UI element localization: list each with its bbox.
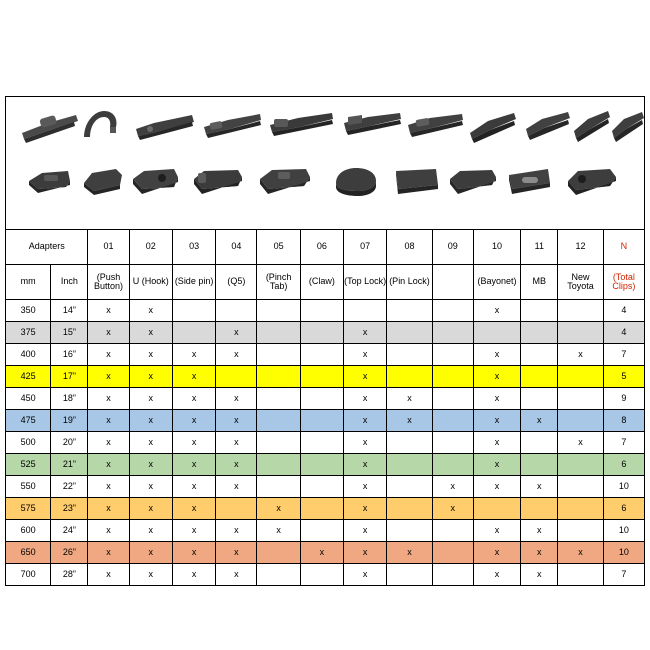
row-9-col-5: x (257, 498, 300, 520)
row-1-total-clips: 4 (603, 322, 644, 344)
row-1-col-3 (172, 322, 215, 344)
row-3-col-7: x (344, 366, 387, 388)
row-3-col-1: x (88, 366, 129, 388)
header-col-05-number: 05 (257, 230, 300, 265)
header-col-04-number: 04 (216, 230, 257, 265)
pinch-tab-adapter-icon (268, 103, 334, 149)
table-body (6, 300, 645, 586)
row-9-inch: 23” (51, 498, 88, 520)
row-10-col-12 (558, 520, 603, 542)
row-3-col-11 (521, 366, 558, 388)
row-7-col-1: x (88, 454, 129, 476)
row-11-col-5 (257, 542, 300, 564)
row-6-total-clips: 7 (603, 432, 644, 454)
row-4-mm: 450 (6, 388, 51, 410)
row-11-col-11: x (521, 542, 558, 564)
row-5-col-6 (300, 410, 343, 432)
row-7-col-5 (257, 454, 300, 476)
row-7-col-11 (521, 454, 558, 476)
row-2-col-2: x (129, 344, 172, 366)
row-1-col-7: x (344, 322, 387, 344)
row-8-col-11: x (521, 476, 558, 498)
row-9-col-6 (300, 498, 343, 520)
row-2-inch: 16” (51, 344, 88, 366)
row-9-col-9: x (432, 498, 473, 520)
row-1-col-2: x (129, 322, 172, 344)
header-mm-label: mm (6, 265, 51, 300)
row-1-col-11 (521, 322, 558, 344)
row-8-col-8 (387, 476, 432, 498)
row-4-col-2: x (129, 388, 172, 410)
row-6-col-10: x (473, 432, 520, 454)
row-8-col-10: x (473, 476, 520, 498)
adapter-compatibility-table (5, 229, 645, 586)
header-col-10-name: (Bayonet) (473, 265, 520, 300)
row-5-mm: 475 (6, 410, 51, 432)
row-7-col-6 (300, 454, 343, 476)
row-1-col-8 (387, 322, 432, 344)
row-0-total-clips: 4 (603, 300, 644, 322)
row-3-col-12 (558, 366, 603, 388)
row-7-mm: 525 (6, 454, 51, 476)
row-0-inch: 14” (51, 300, 88, 322)
header-col-11-name: MB (521, 265, 558, 300)
row-8-col-7: x (344, 476, 387, 498)
table-row (6, 542, 645, 564)
row-0-col-7 (344, 300, 387, 322)
row-6-mm: 500 (6, 432, 51, 454)
row-9-col-7: x (344, 498, 387, 520)
clip-06-icon (332, 165, 378, 199)
header-col-05-name: (Pinch Tab) (257, 265, 300, 300)
row-2-col-4: x (216, 344, 257, 366)
row-1-col-1: x (88, 322, 129, 344)
row-10-col-9 (432, 520, 473, 542)
row-10-total-clips: 10 (603, 520, 644, 542)
row-5-col-4: x (216, 410, 257, 432)
row-7-col-8 (387, 454, 432, 476)
row-3-col-3: x (172, 366, 215, 388)
row-4-col-8: x (387, 388, 432, 410)
row-3-col-9 (432, 366, 473, 388)
row-11-col-10: x (473, 542, 520, 564)
row-12-col-6 (300, 564, 343, 586)
header-col-02-number: 02 (129, 230, 172, 265)
row-0-col-11 (521, 300, 558, 322)
row-6-col-9 (432, 432, 473, 454)
row-6-col-6 (300, 432, 343, 454)
table-header-row-names (6, 265, 645, 300)
table-row (6, 344, 645, 366)
row-10-col-5: x (257, 520, 300, 542)
row-6-col-1: x (88, 432, 129, 454)
row-4-col-6 (300, 388, 343, 410)
table-row (6, 564, 645, 586)
row-1-mm: 375 (6, 322, 51, 344)
header-col-06-name: (Claw) (300, 265, 343, 300)
row-0-col-4 (216, 300, 257, 322)
row-0-col-5 (257, 300, 300, 322)
row-3-col-4 (216, 366, 257, 388)
row-11-inch: 26” (51, 542, 88, 564)
table-row (6, 300, 645, 322)
row-7-col-10: x (473, 454, 520, 476)
row-0-col-12 (558, 300, 603, 322)
row-7-col-9 (432, 454, 473, 476)
clip-02-icon (82, 165, 124, 199)
row-6-inch: 20” (51, 432, 88, 454)
row-4-col-3: x (172, 388, 215, 410)
row-6-col-8 (387, 432, 432, 454)
q5-adapter-icon (202, 103, 262, 149)
row-8-col-5 (257, 476, 300, 498)
clip-05-icon (258, 165, 312, 199)
side-pin-adapter-icon (134, 103, 196, 149)
row-2-col-1: x (88, 344, 129, 366)
row-0-col-1: x (88, 300, 129, 322)
row-6-col-5 (257, 432, 300, 454)
row-2-col-7: x (344, 344, 387, 366)
row-2-col-5 (257, 344, 300, 366)
row-12-col-11: x (521, 564, 558, 586)
row-4-col-7: x (344, 388, 387, 410)
row-3-col-6 (300, 366, 343, 388)
table-row (6, 366, 645, 388)
claw-adapter-icon (342, 103, 402, 149)
table-row (6, 388, 645, 410)
row-11-col-1: x (88, 542, 129, 564)
row-1-col-6 (300, 322, 343, 344)
row-9-col-2: x (129, 498, 172, 520)
row-2-col-8 (387, 344, 432, 366)
header-col-11-number: 11 (521, 230, 558, 265)
row-8-col-2: x (129, 476, 172, 498)
header-col-07-name: (Top Lock) (344, 265, 387, 300)
row-0-col-6 (300, 300, 343, 322)
header-inch-label: Inch (51, 265, 88, 300)
wiper-adapter-chart (5, 96, 645, 586)
row-11-col-7: x (344, 542, 387, 564)
row-2-col-3: x (172, 344, 215, 366)
hook-adapter-u-hook-icon (78, 103, 124, 149)
header-col-01-name: (Push Button) (88, 265, 129, 300)
row-7-col-2: x (129, 454, 172, 476)
row-10-col-10: x (473, 520, 520, 542)
row-10-col-1: x (88, 520, 129, 542)
clip-09-icon (506, 165, 552, 199)
row-7-col-12 (558, 454, 603, 476)
row-4-col-5 (257, 388, 300, 410)
row-4-col-10: x (473, 388, 520, 410)
clip-10-icon (566, 165, 618, 199)
row-8-col-3: x (172, 476, 215, 498)
header-col-09-number: 09 (432, 230, 473, 265)
row-8-col-6 (300, 476, 343, 498)
row-12-col-7: x (344, 564, 387, 586)
row-3-col-2: x (129, 366, 172, 388)
row-2-col-11 (521, 344, 558, 366)
row-6-col-3: x (172, 432, 215, 454)
row-4-col-12 (558, 388, 603, 410)
bayonet-adapter-icon (524, 103, 572, 149)
row-12-total-clips: 7 (603, 564, 644, 586)
row-12-col-3: x (172, 564, 215, 586)
row-10-col-3: x (172, 520, 215, 542)
row-8-col-1: x (88, 476, 129, 498)
row-10-col-6 (300, 520, 343, 542)
header-col-10-number: 10 (473, 230, 520, 265)
row-5-total-clips: 8 (603, 410, 644, 432)
header-col-04-name: (Q5) (216, 265, 257, 300)
row-12-col-4: x (216, 564, 257, 586)
row-1-col-4: x (216, 322, 257, 344)
clip-08-icon (448, 165, 498, 199)
header-col-08-name: (Pin Lock) (387, 265, 432, 300)
row-7-total-clips: 6 (603, 454, 644, 476)
header-col-03-number: 03 (172, 230, 215, 265)
row-7-col-3: x (172, 454, 215, 476)
row-12-mm: 700 (6, 564, 51, 586)
row-2-col-9 (432, 344, 473, 366)
row-12-col-12 (558, 564, 603, 586)
header-col-07-number: 07 (344, 230, 387, 265)
header-total-clips-code: N (603, 230, 644, 265)
row-5-col-9 (432, 410, 473, 432)
row-2-total-clips: 7 (603, 344, 644, 366)
row-10-col-7: x (344, 520, 387, 542)
table-row (6, 432, 645, 454)
table-row (6, 410, 645, 432)
row-5-col-2: x (129, 410, 172, 432)
row-5-col-11: x (521, 410, 558, 432)
row-9-col-8 (387, 498, 432, 520)
row-11-col-6: x (300, 542, 343, 564)
row-12-col-8 (387, 564, 432, 586)
row-8-total-clips: 10 (603, 476, 644, 498)
header-col-12-name: New Toyota (558, 265, 603, 300)
row-6-col-7: x (344, 432, 387, 454)
pin-lock-adapter-icon (468, 103, 518, 149)
row-8-mm: 550 (6, 476, 51, 498)
row-12-col-9 (432, 564, 473, 586)
row-4-col-11 (521, 388, 558, 410)
row-11-col-3: x (172, 542, 215, 564)
row-11-total-clips: 10 (603, 542, 644, 564)
mb-adapter-icon (572, 103, 612, 149)
row-10-inch: 24” (51, 520, 88, 542)
row-4-inch: 18” (51, 388, 88, 410)
new-toyota-adapter-icon (610, 103, 645, 149)
header-col-08-number: 08 (387, 230, 432, 265)
row-12-col-2: x (129, 564, 172, 586)
row-5-col-5 (257, 410, 300, 432)
row-1-col-9 (432, 322, 473, 344)
row-6-col-2: x (129, 432, 172, 454)
row-10-col-2: x (129, 520, 172, 542)
row-3-col-8 (387, 366, 432, 388)
header-col-12-number: 12 (558, 230, 603, 265)
row-4-total-clips: 9 (603, 388, 644, 410)
row-11-col-2: x (129, 542, 172, 564)
row-7-inch: 21” (51, 454, 88, 476)
row-6-col-4: x (216, 432, 257, 454)
row-8-col-9: x (432, 476, 473, 498)
table-row (6, 322, 645, 344)
adapter-bottom-row (6, 165, 644, 219)
row-1-col-10 (473, 322, 520, 344)
adapters-illustration-panel (5, 96, 645, 229)
table-header-row-titles (6, 230, 645, 265)
row-5-col-7: x (344, 410, 387, 432)
row-3-col-10: x (473, 366, 520, 388)
top-lock-adapter-icon (406, 103, 464, 149)
row-0-mm: 350 (6, 300, 51, 322)
table-row (6, 454, 645, 476)
row-3-total-clips: 5 (603, 366, 644, 388)
row-11-col-8: x (387, 542, 432, 564)
row-5-col-10: x (473, 410, 520, 432)
row-0-col-10: x (473, 300, 520, 322)
header-col-06-number: 06 (300, 230, 343, 265)
row-0-col-8 (387, 300, 432, 322)
row-5-inch: 19” (51, 410, 88, 432)
row-8-col-4: x (216, 476, 257, 498)
row-6-col-12: x (558, 432, 603, 454)
row-10-col-11: x (521, 520, 558, 542)
header-adapters-title: Adapters (6, 230, 88, 265)
row-9-col-1: x (88, 498, 129, 520)
table-row (6, 520, 645, 542)
row-9-col-3: x (172, 498, 215, 520)
header-col-01-number: 01 (88, 230, 129, 265)
row-12-col-1: x (88, 564, 129, 586)
row-9-col-10 (473, 498, 520, 520)
row-9-col-12 (558, 498, 603, 520)
row-11-col-4: x (216, 542, 257, 564)
clip-03-icon (130, 165, 180, 199)
row-5-col-3: x (172, 410, 215, 432)
row-12-inch: 28” (51, 564, 88, 586)
row-7-col-7: x (344, 454, 387, 476)
row-8-col-12 (558, 476, 603, 498)
row-11-mm: 650 (6, 542, 51, 564)
row-0-col-9 (432, 300, 473, 322)
row-5-col-1: x (88, 410, 129, 432)
row-10-col-4: x (216, 520, 257, 542)
row-5-col-12 (558, 410, 603, 432)
table-row (6, 476, 645, 498)
row-10-col-8 (387, 520, 432, 542)
row-0-col-3 (172, 300, 215, 322)
row-9-col-11 (521, 498, 558, 520)
row-1-inch: 15” (51, 322, 88, 344)
row-3-inch: 17” (51, 366, 88, 388)
row-4-col-4: x (216, 388, 257, 410)
header-total-clips-label: (Total Clips) (603, 265, 644, 300)
clip-07-icon (392, 165, 440, 199)
row-4-col-1: x (88, 388, 129, 410)
clip-04-icon (192, 165, 244, 199)
row-0-col-2: x (129, 300, 172, 322)
row-7-col-4: x (216, 454, 257, 476)
row-12-col-10: x (473, 564, 520, 586)
row-2-col-12: x (558, 344, 603, 366)
blade-end-push-button-icon (18, 103, 80, 149)
row-10-mm: 600 (6, 520, 51, 542)
header-col-09-name (432, 265, 473, 300)
header-col-02-name: U (Hook) (129, 265, 172, 300)
row-2-mm: 400 (6, 344, 51, 366)
row-8-inch: 22” (51, 476, 88, 498)
row-2-col-10: x (473, 344, 520, 366)
row-6-col-11 (521, 432, 558, 454)
adapter-top-row (6, 103, 644, 157)
row-3-col-5 (257, 366, 300, 388)
row-11-col-9 (432, 542, 473, 564)
row-2-col-6 (300, 344, 343, 366)
row-1-col-12 (558, 322, 603, 344)
row-5-col-8: x (387, 410, 432, 432)
row-11-col-12: x (558, 542, 603, 564)
row-9-col-4 (216, 498, 257, 520)
header-col-03-name: (Side pin) (172, 265, 215, 300)
row-3-mm: 425 (6, 366, 51, 388)
row-4-col-9 (432, 388, 473, 410)
clip-01-icon (26, 165, 72, 199)
row-1-col-5 (257, 322, 300, 344)
row-9-total-clips: 6 (603, 498, 644, 520)
table-row (6, 498, 645, 520)
row-12-col-5 (257, 564, 300, 586)
row-9-mm: 575 (6, 498, 51, 520)
